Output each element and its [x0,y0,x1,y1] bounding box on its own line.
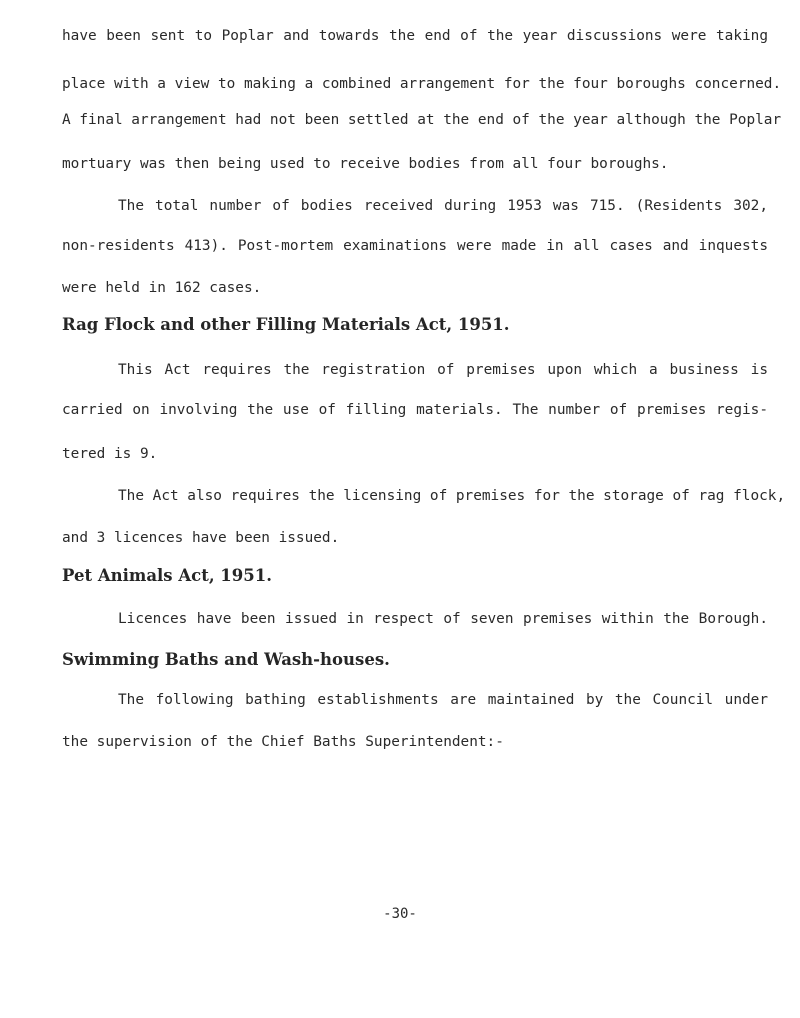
swimming-paragraph-line-2: the supervision of the Chief Baths Superintendent:- [62,734,504,750]
swimming-paragraph-line-1: The following bathing establishments are maintained by the Council under [118,692,768,708]
page-number: -30- [383,906,417,922]
rag-flock-heading: Rag Flock and other Filling Materials Act, 1951. [62,315,510,334]
pet-animals-paragraph: Licences have been issued in respect of seven premises within the Borough. [118,611,768,627]
rag-flock-paragraph-line-2: carried on involving the use of filling materials. The number of premises regis- [62,402,768,418]
rag-flock-licence-line-2: and 3 licences have been issued. [62,530,340,546]
bodies-paragraph-line-1: The total number of bodies received during 1953 was 715. (Residents 302, [118,198,768,214]
mortuary-paragraph-line-2: place with a view to making a combined arrangement for the four boroughs concerned. [62,76,782,92]
mortuary-paragraph-line-4: mortuary was then being used to receive bodies from all four boroughs. [62,156,669,172]
rag-flock-paragraph-line-1: This Act requires the registration of premises upon which a business is [118,362,768,378]
mortuary-paragraph-line-3: A final arrangement had not been settled at the end of the year although the Poplar [62,112,782,128]
bodies-paragraph-line-3: were held in 162 cases. [62,280,262,296]
rag-flock-licence-line-1: The Act also requires the licensing of premises for the storage of rag flock, [118,488,786,504]
bodies-paragraph-line-2: non-residents 413). Post-mortem examinations were made in all cases and inquests [62,238,768,254]
pet-animals-heading: Pet Animals Act, 1951. [62,566,272,585]
mortuary-paragraph-line-1: have been sent to Poplar and towards the end of the year discussions were taking [62,28,768,44]
rag-flock-paragraph-line-3: tered is 9. [62,446,158,462]
swimming-baths-heading: Swimming Baths and Wash-houses. [62,650,390,669]
